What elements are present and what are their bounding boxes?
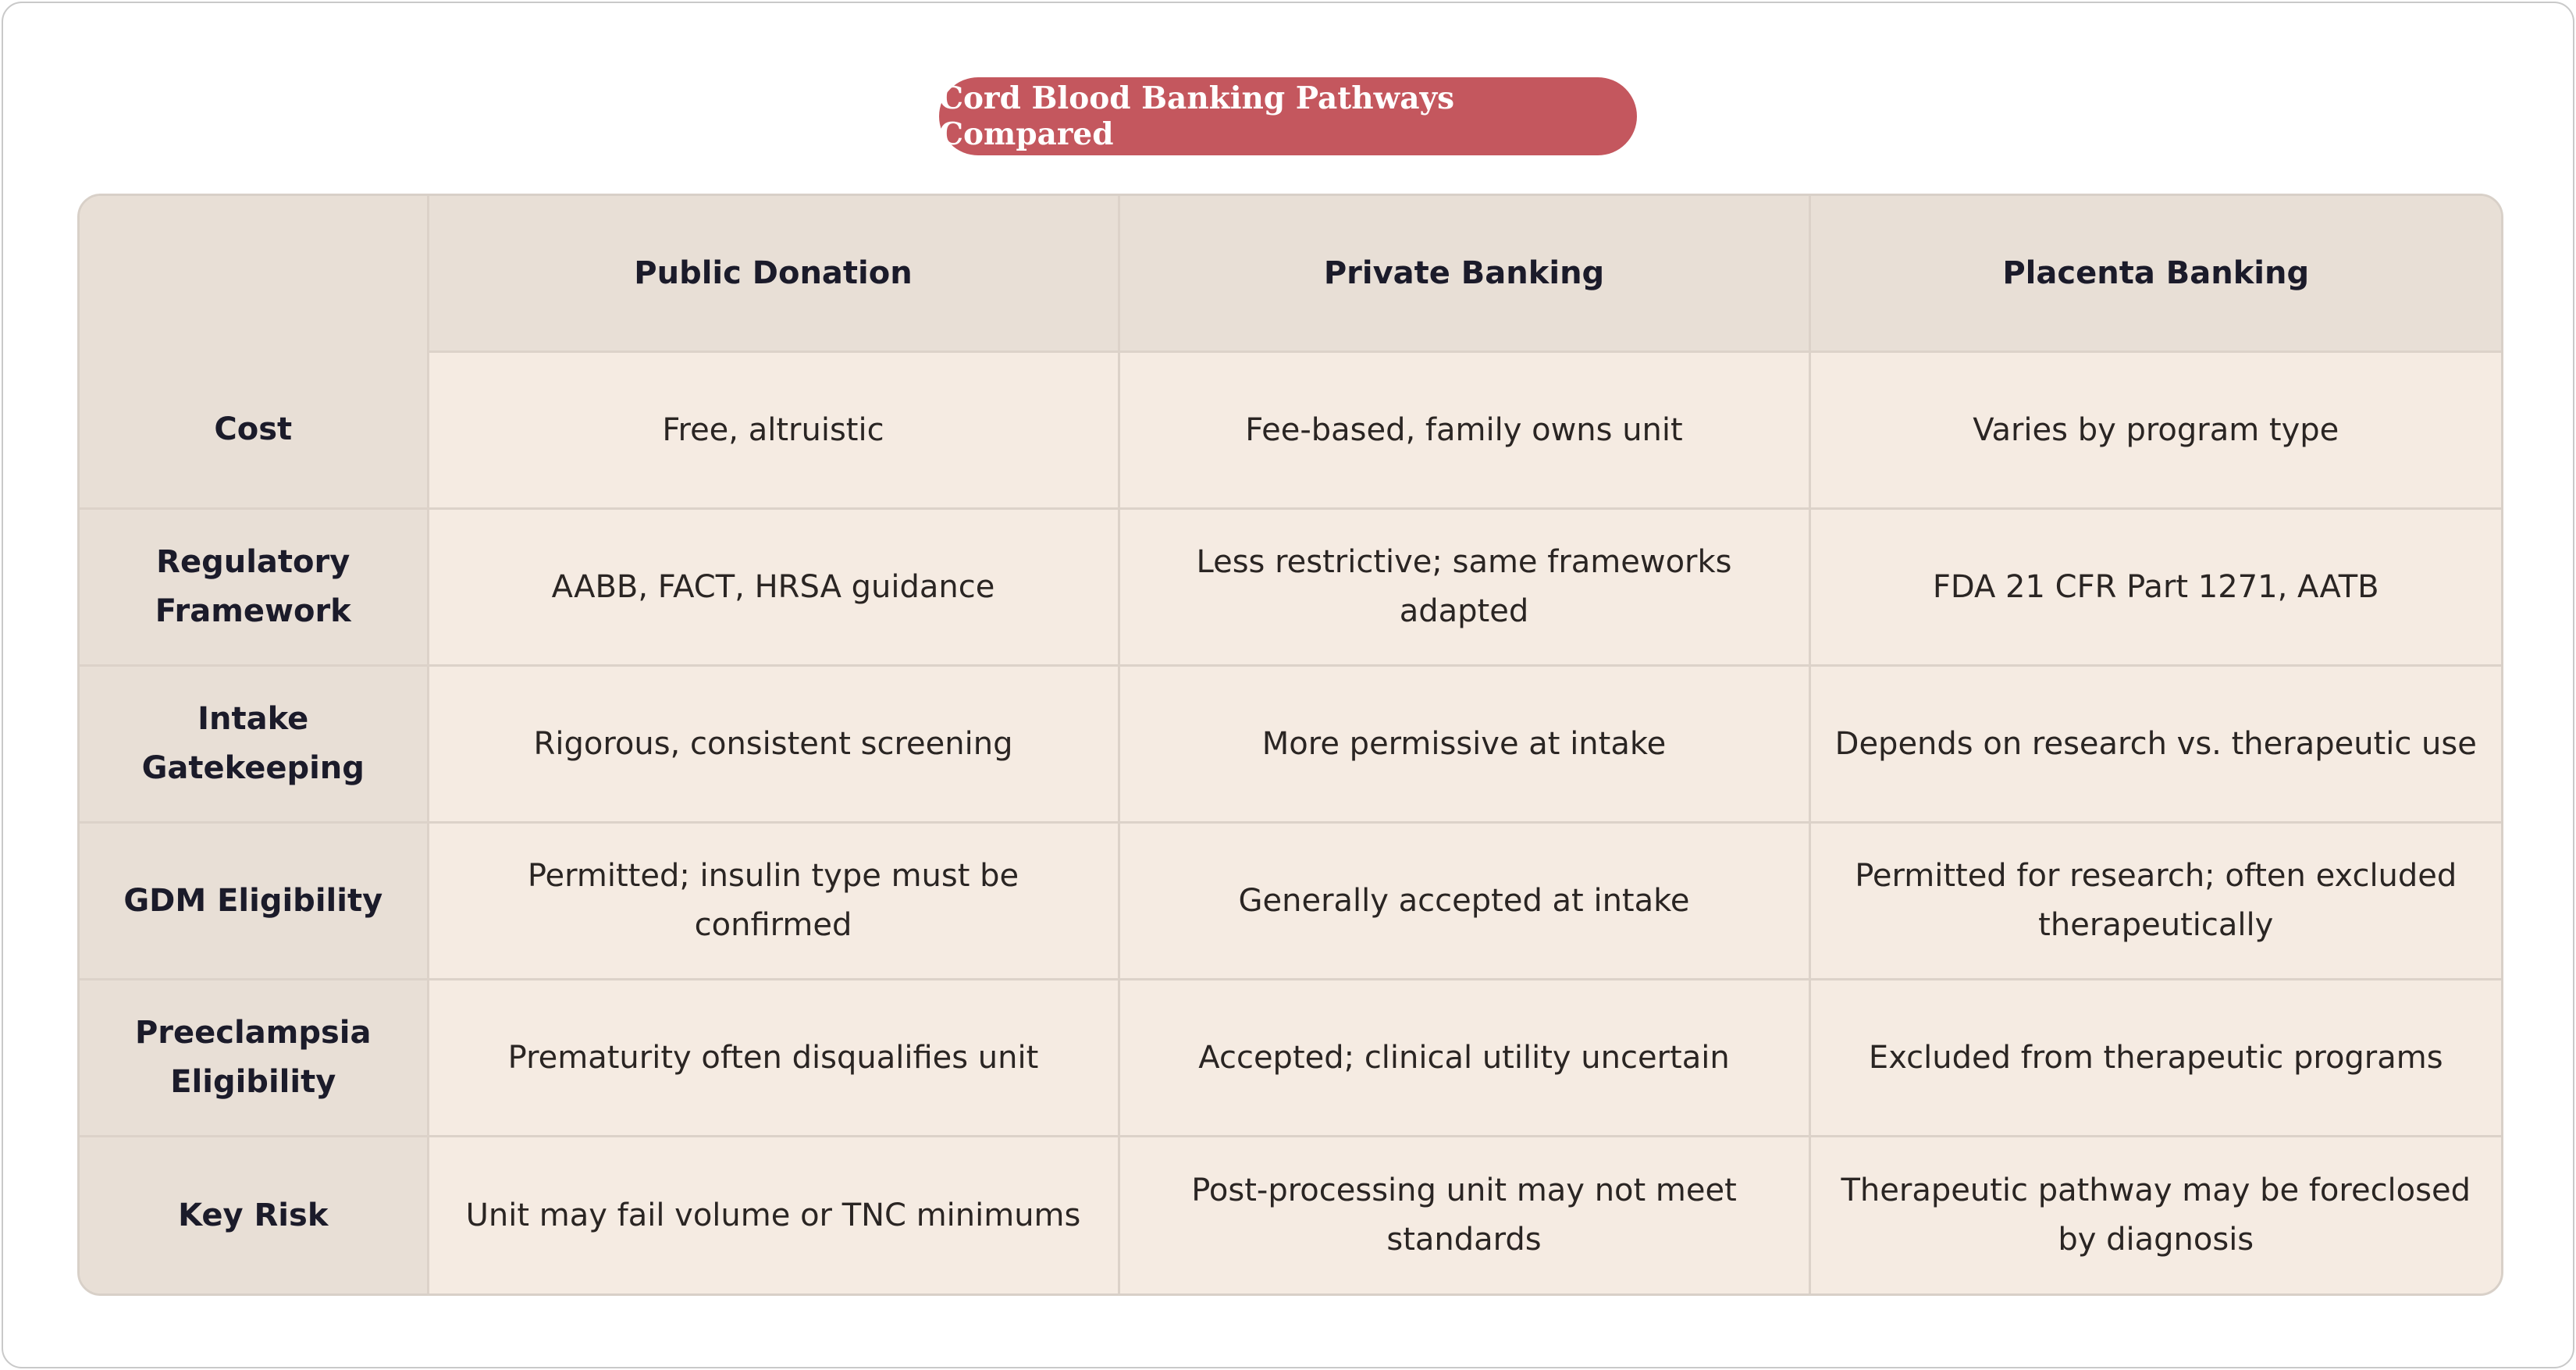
table-row <box>80 666 2501 823</box>
table-cell: Fee-based, family owns unit <box>1119 352 1809 509</box>
table-cell: Rigorous, consistent screening <box>428 666 1119 823</box>
column-header-placenta-banking: Placenta Banking <box>1809 196 2501 352</box>
table-corner-cell <box>80 196 428 352</box>
column-header-private-banking: Private Banking <box>1119 196 1809 352</box>
comparison-table-container <box>77 194 2503 1296</box>
table-cell: Varies by program type <box>1809 352 2501 509</box>
comparison-table <box>80 196 2501 1293</box>
table-row <box>80 352 2501 509</box>
table-row <box>80 509 2501 666</box>
table-cell: Permitted for research; often excluded therapeutically <box>1809 823 2501 980</box>
table-row <box>80 980 2501 1137</box>
table-cell: Generally accepted at intake <box>1119 823 1809 980</box>
row-header-key-risk: Key Risk <box>80 1137 428 1293</box>
table-cell: Therapeutic pathway may be foreclosed by diagnosis <box>1809 1137 2501 1293</box>
table-header-row <box>80 196 2501 352</box>
row-header-intake-gatekeeping: Intake Gatekeeping <box>80 666 428 823</box>
table-row <box>80 1137 2501 1293</box>
table-cell: Free, altruistic <box>428 352 1119 509</box>
table-cell: Excluded from therapeutic programs <box>1809 980 2501 1137</box>
column-header-public-donation: Public Donation <box>428 196 1119 352</box>
page-title: Cord Blood Banking Pathways Compared <box>939 77 1637 155</box>
table-row <box>80 823 2501 980</box>
row-header-regulatory-framework: Regulatory Framework <box>80 509 428 666</box>
table-cell: AABB, FACT, HRSA guidance <box>428 509 1119 666</box>
row-header-gdm-eligibility: GDM Eligibility <box>80 823 428 980</box>
table-cell: Permitted; insulin type must be confirmed <box>428 823 1119 980</box>
table-cell: Accepted; clinical utility uncertain <box>1119 980 1809 1137</box>
table-cell: Less restrictive; same frameworks adapted <box>1119 509 1809 666</box>
row-header-preeclampsia-eligibility: Preeclampsia Eligibility <box>80 980 428 1137</box>
table-cell: More permissive at intake <box>1119 666 1809 823</box>
row-header-cost: Cost <box>80 352 428 509</box>
table-cell: Prematurity often disqualifies unit <box>428 980 1119 1137</box>
table-cell: Unit may fail volume or TNC minimums <box>428 1137 1119 1293</box>
table-cell: Post-processing unit may not meet standards <box>1119 1137 1809 1293</box>
table-cell: Depends on research vs. therapeutic use <box>1809 666 2501 823</box>
table-cell: FDA 21 CFR Part 1271, AATB <box>1809 509 2501 666</box>
